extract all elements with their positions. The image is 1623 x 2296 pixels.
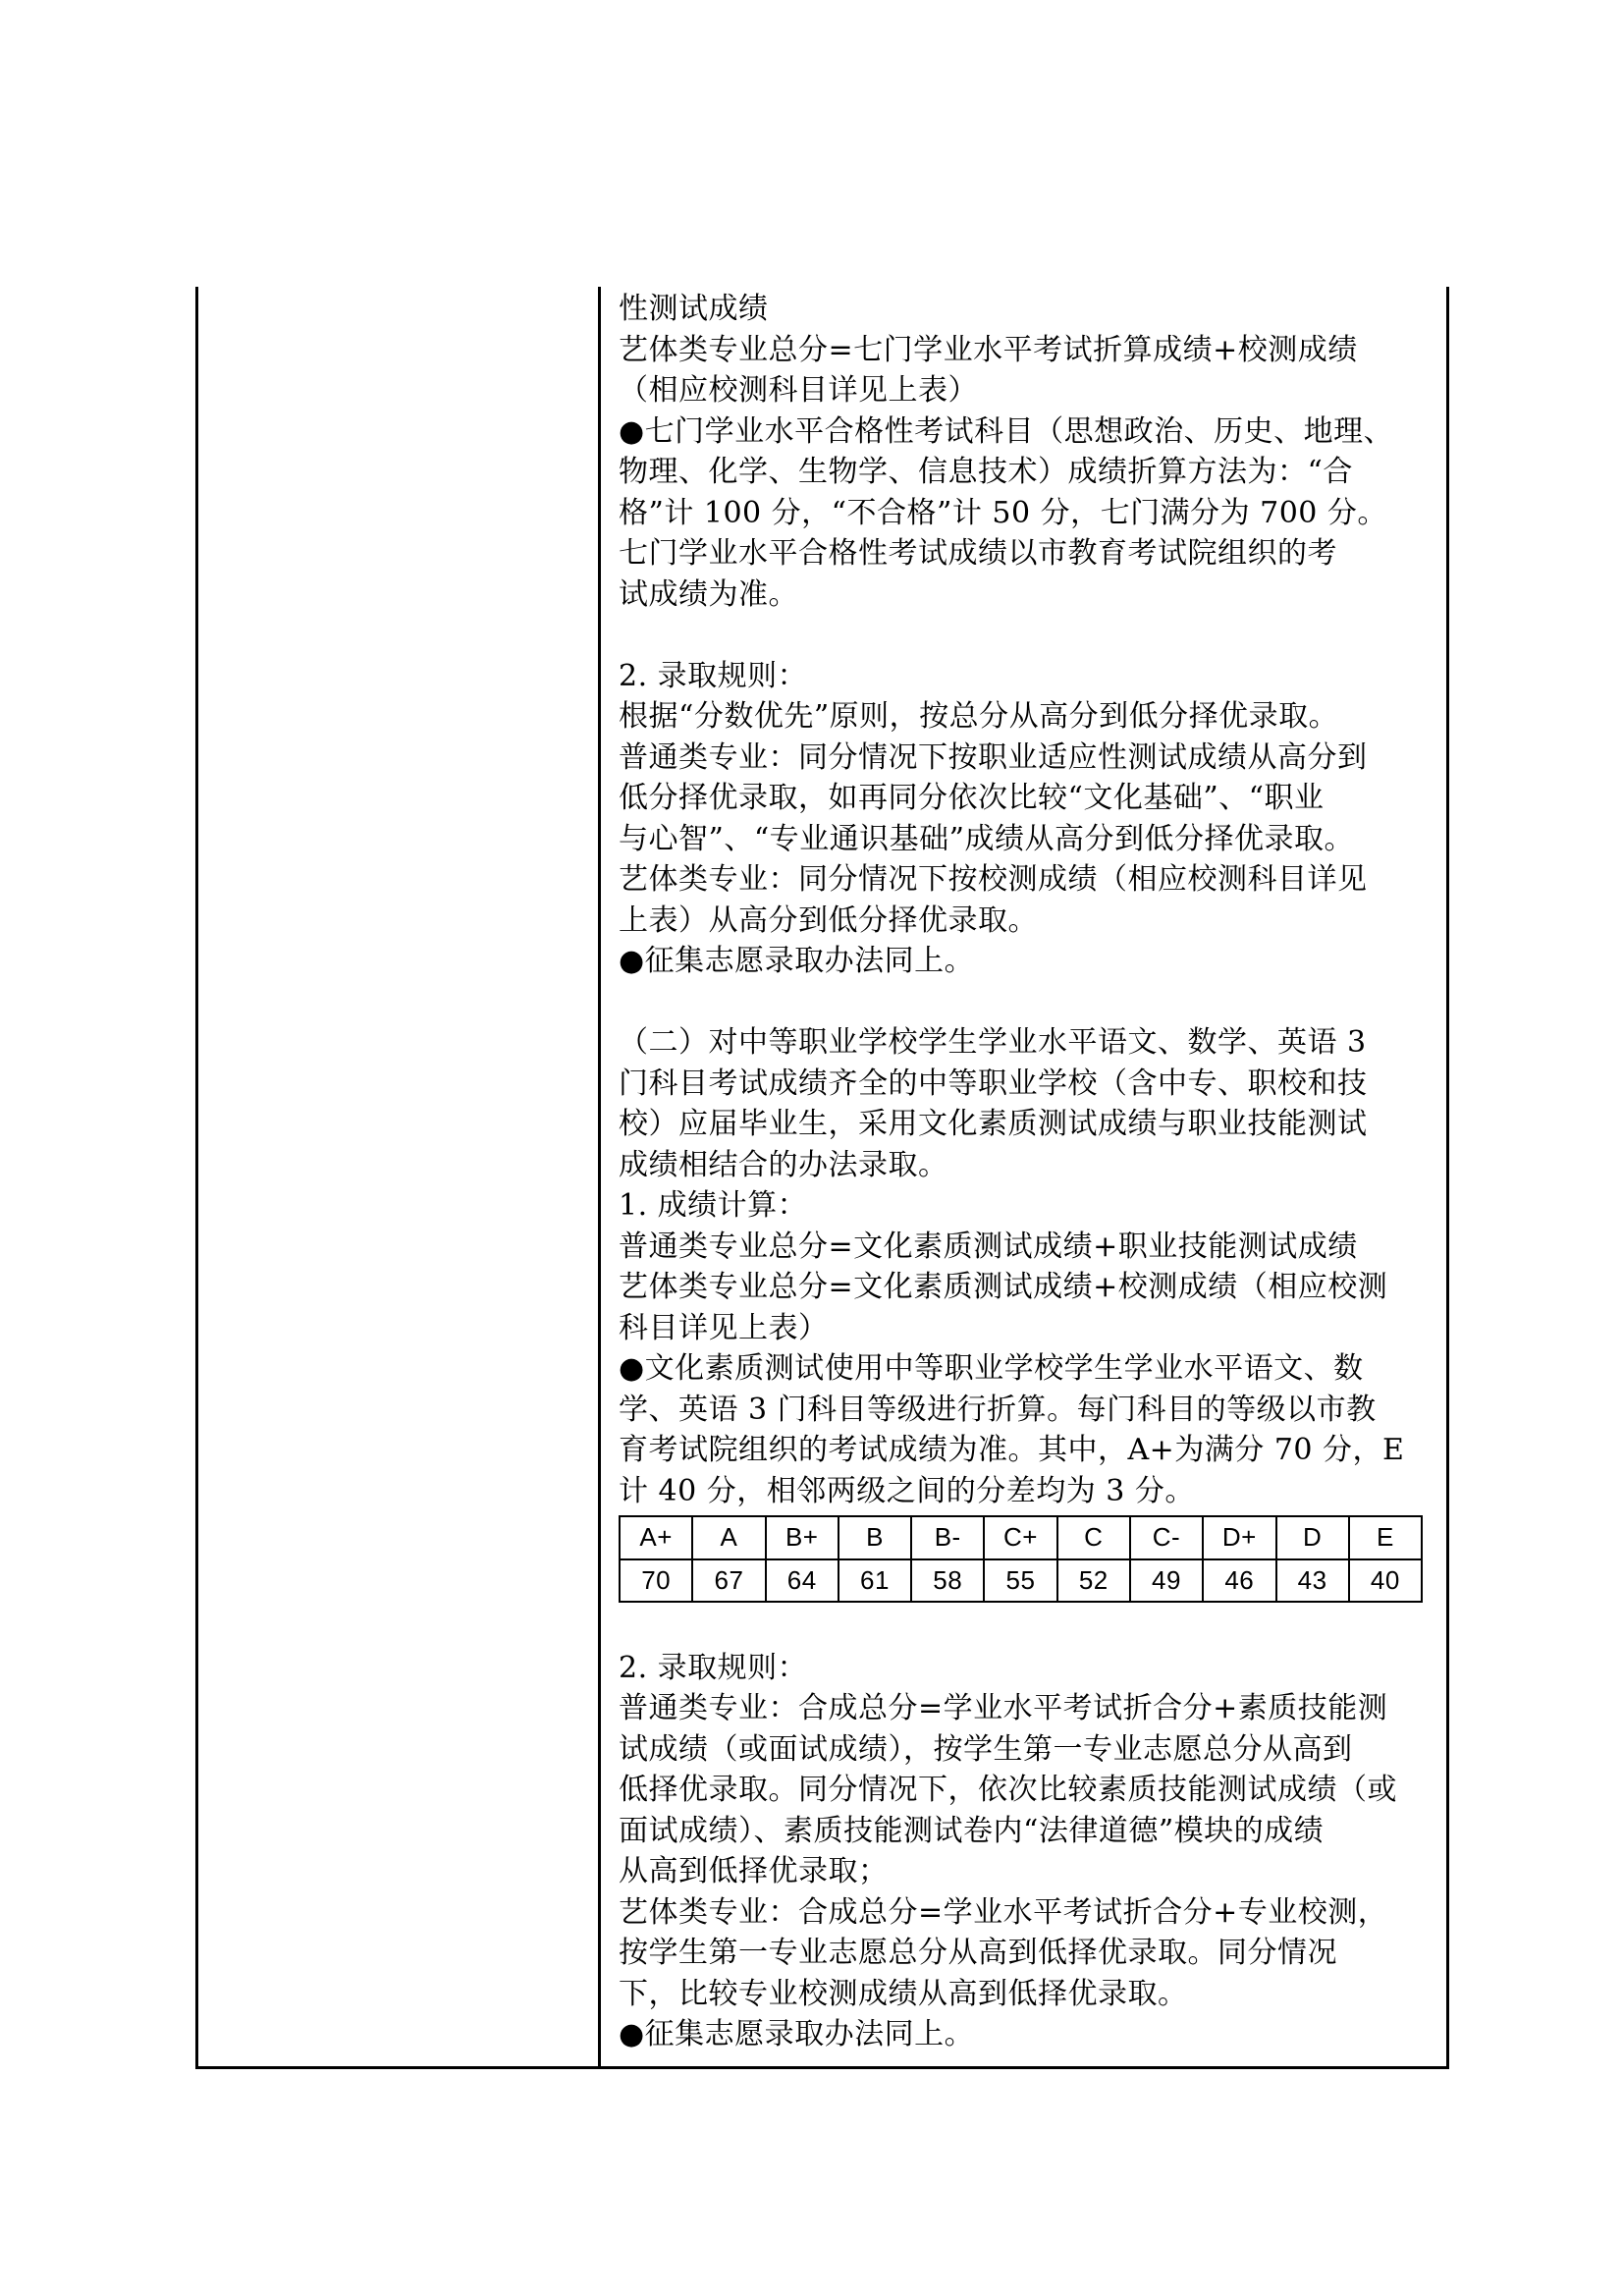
grade-cell: B-	[911, 1516, 984, 1559]
text-line: 低择优录取。同分情况下，依次比较素质技能测试成绩（或	[619, 1773, 1397, 1807]
spacer	[619, 982, 1434, 1023]
grade-cell: D	[1276, 1516, 1349, 1559]
text-line: ●征集志愿录取办法同上。	[619, 2017, 975, 2051]
score-cell: 67	[692, 1559, 765, 1603]
score-cell: 64	[766, 1559, 839, 1603]
text-line: 2. 录取规则：	[619, 658, 808, 693]
text-line: 普通类专业：合成总分=学业水平考试折合分+素质技能测	[619, 1691, 1388, 1725]
text-line: 低分择优录取，如再同分依次比较“文化基础”、“职业	[619, 781, 1325, 815]
text-line: 艺体类专业：同分情况下按校测成绩（相应校测科目详见	[619, 862, 1368, 897]
text-line: （二）对中等职业学校学生学业水平语文、数学、英语 3	[619, 1025, 1367, 1060]
text-line: 学、英语 3 门科目等级进行折算。每门科目的等级以市教	[619, 1392, 1377, 1427]
grade-score-table	[619, 1515, 1423, 1603]
score-cell: 49	[1130, 1559, 1203, 1603]
score-cell: 70	[620, 1559, 692, 1603]
text-line: 艺体类专业总分=文化素质测试成绩+校测成绩（相应校测	[619, 1270, 1388, 1304]
grade-cell: B+	[766, 1516, 839, 1559]
score-cell: 58	[911, 1559, 984, 1603]
text-line: ●文化素质测试使用中等职业学校学生学业水平语文、数	[619, 1351, 1364, 1386]
spacer	[619, 615, 1434, 656]
grade-cell: B	[839, 1516, 911, 1559]
grade-cell: D+	[1203, 1516, 1275, 1559]
section-admission-rules-general	[619, 656, 1434, 982]
text-line: 七门学业水平合格性考试成绩以市教育考试院组织的考	[619, 536, 1337, 571]
score-cell: 43	[1276, 1559, 1349, 1603]
text-line: 按学生第一专业志愿总分从高到低择优录取。同分情况	[619, 1936, 1337, 1970]
grade-row	[620, 1516, 1422, 1559]
text-line: 育考试院组织的考试成绩为准。其中，A+为满分 70 分，E	[619, 1433, 1405, 1467]
text-line: 校）应届毕业生，采用文化素质测试成绩与职业技能测试	[619, 1107, 1368, 1141]
grade-cell: C-	[1130, 1516, 1203, 1559]
text-line: 成绩相结合的办法录取。	[619, 1147, 948, 1182]
text-line: 从高到低择优录取；	[619, 1854, 889, 1888]
section-vocational-students	[619, 1022, 1434, 1511]
section-admission-rules-vocational	[619, 1648, 1434, 2055]
grade-cell: E	[1349, 1516, 1422, 1559]
text-line: 1. 成绩计算：	[619, 1188, 808, 1223]
section-score-calculation-general	[619, 289, 1434, 615]
grade-cell: A+	[620, 1516, 692, 1559]
grade-cell: A	[692, 1516, 765, 1559]
text-line: 门科目考试成绩齐全的中等职业学校（含中专、职校和技	[619, 1066, 1368, 1101]
text-line: 2. 录取规则：	[619, 1650, 808, 1685]
score-cell: 46	[1203, 1559, 1275, 1603]
text-line: 面试成绩）、素质技能测试卷内“法律道德”模块的成绩	[619, 1813, 1325, 1848]
text-line: 艺体类专业总分=七门学业水平考试折算成绩+校测成绩	[619, 332, 1358, 367]
column-divider	[598, 287, 601, 2069]
score-cell: 52	[1057, 1559, 1130, 1603]
content-cell	[619, 289, 1434, 2055]
grade-cell: C	[1057, 1516, 1130, 1559]
score-row	[620, 1559, 1422, 1603]
text-line: 科目详见上表）	[619, 1310, 829, 1345]
text-line: 格”计 100 分，“不合格”计 50 分，七门满分为 700 分。	[619, 495, 1387, 530]
text-line: 艺体类专业：合成总分=学业水平考试折合分+专业校测，	[619, 1894, 1388, 1930]
text-line: 性测试成绩	[619, 292, 769, 326]
text-line: 下，比较专业校测成绩从高到低择优录取。	[619, 1976, 1188, 2011]
text-line: ●征集志愿录取办法同上。	[619, 944, 975, 978]
text-line: 普通类专业总分=文化素质测试成绩+职业技能测试成绩	[619, 1229, 1358, 1264]
text-line: ●七门学业水平合格性考试科目（思想政治、历史、地理、	[619, 413, 1394, 449]
text-line: （相应校测科目详见上表）	[619, 373, 978, 408]
score-cell: 61	[839, 1559, 911, 1603]
text-line: 上表）从高分到低分择优录取。	[619, 902, 1038, 938]
text-line: 普通类专业：同分情况下按职业适应性测试成绩从高分到	[619, 739, 1368, 775]
score-cell: 55	[984, 1559, 1056, 1603]
grade-cell: C+	[984, 1516, 1056, 1559]
text-line: 物理、化学、生物学、信息技术）成绩折算方法为：“合	[619, 455, 1353, 489]
text-line: 试成绩为准。	[619, 576, 798, 612]
text-line: 计 40 分，相邻两级之间的分差均为 3 分。	[619, 1473, 1195, 1508]
score-cell: 40	[1349, 1559, 1422, 1603]
text-line: 根据“分数优先”原则，按总分从高分到低分择优录取。	[619, 699, 1339, 734]
spacer	[619, 1607, 1434, 1648]
text-line: 与心智”、“专业通识基础”成绩从高分到低分择优录取。	[619, 821, 1355, 856]
text-line: 试成绩（或面试成绩），按学生第一专业志愿总分从高到	[619, 1731, 1353, 1767]
